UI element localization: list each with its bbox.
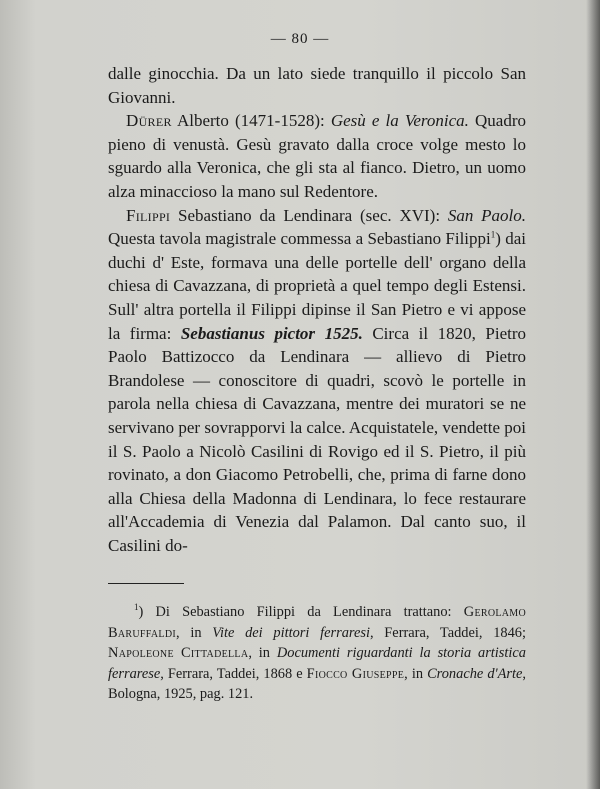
signature-inscription: Sebastianus pictor 1525. [180,323,363,343]
footnote-separator [108,583,184,584]
paragraph-durer [108,109,526,203]
author-name: Napoleone Cittadella [108,645,249,661]
artwork-description: Quadro pieno di venustà. Gesù gravato dalla croce volge mesto lo sguardo alla Veronica, che gli sta al fianco. Dietro, un uomo alza minaccioso la mano sul Redentore. [108,111,526,201]
artist-name: Dürer [126,111,172,131]
artist-name: Filippi [126,205,171,225]
paragraph-continuation: dalle ginocchia. Da un lato siede tranquillo il piccolo San Giovanni. [108,64,526,107]
artist-details: Alberto (1471-1528): [171,111,331,131]
artwork-title: San Paolo. [447,205,526,225]
artwork-description-cont: ) dai duchi d' Este, formava una delle portelle dell' organo della chiesa di Cavazzana, di proprietà a quel tempo degli Estensi. Sull' altra portella il Filippi dipinse il San Pietro e vi appose la firma: [108,229,526,343]
footnote-marker: 1 [134,602,139,613]
artist-details: Sebastiano da Lendinara (sec. XVI): [170,205,448,225]
work-title: Cronache d'Arte [427,665,523,682]
page-number: — 80 — [270,31,330,47]
paragraph-filippi [108,204,526,558]
work-title: Documenti riguardanti la storia artistica ferrarese [108,645,526,682]
artwork-history: Circa il 1820, Pietro Paolo Battizocco da Lendinara — allievo di Pietro Brandolese — conoscitore di quadri, scovò le portelle in parola nella chiesa di Cavazzana, mentre dei muratori se ne servivano per sovrapporvi la calce. Acquistatele, vendette poi il S. Paolo a Nicolò Casilini di Rovigo ed il S. Pietro, il più rovinato, a don Giacomo Petrobelli, che, prima di farne dono alla Chiesa della Madonna di Lendinara, lo fece restaurare all'Accademia di Venezia dal Palamon. Dal canto suo, il Casilini do- [108,323,527,555]
footnote: $^1$) Di Sebastiano Filippi da Lendinara trattano: Gerolamo Baruffaldi, in Vite dei pittori ferraresi, Ferrara, Taddei, 1846; Napoleone Cittadella, in Documenti riguardanti la storia artistica ferrarese, Ferrara, Taddei, 1868 e Fiocco Giuseppe, in Cronache d'Arte, Bologna, 1925, pag. 121. [108,602,526,702]
artwork-title: Gesù e la Veronica. [330,111,469,131]
footnote-reference: 1 [490,229,496,240]
artwork-description: Questa tavola magistrale commessa a Sebastiano Filippi [108,229,491,249]
body-text [108,62,526,557]
work-title: Vite dei pittori ferraresi [212,624,370,641]
author-name: Gerolamo Baruffaldi [108,604,526,641]
page-edge-shadow [586,0,600,789]
author-name: Fiocco Giuseppe [306,665,405,682]
